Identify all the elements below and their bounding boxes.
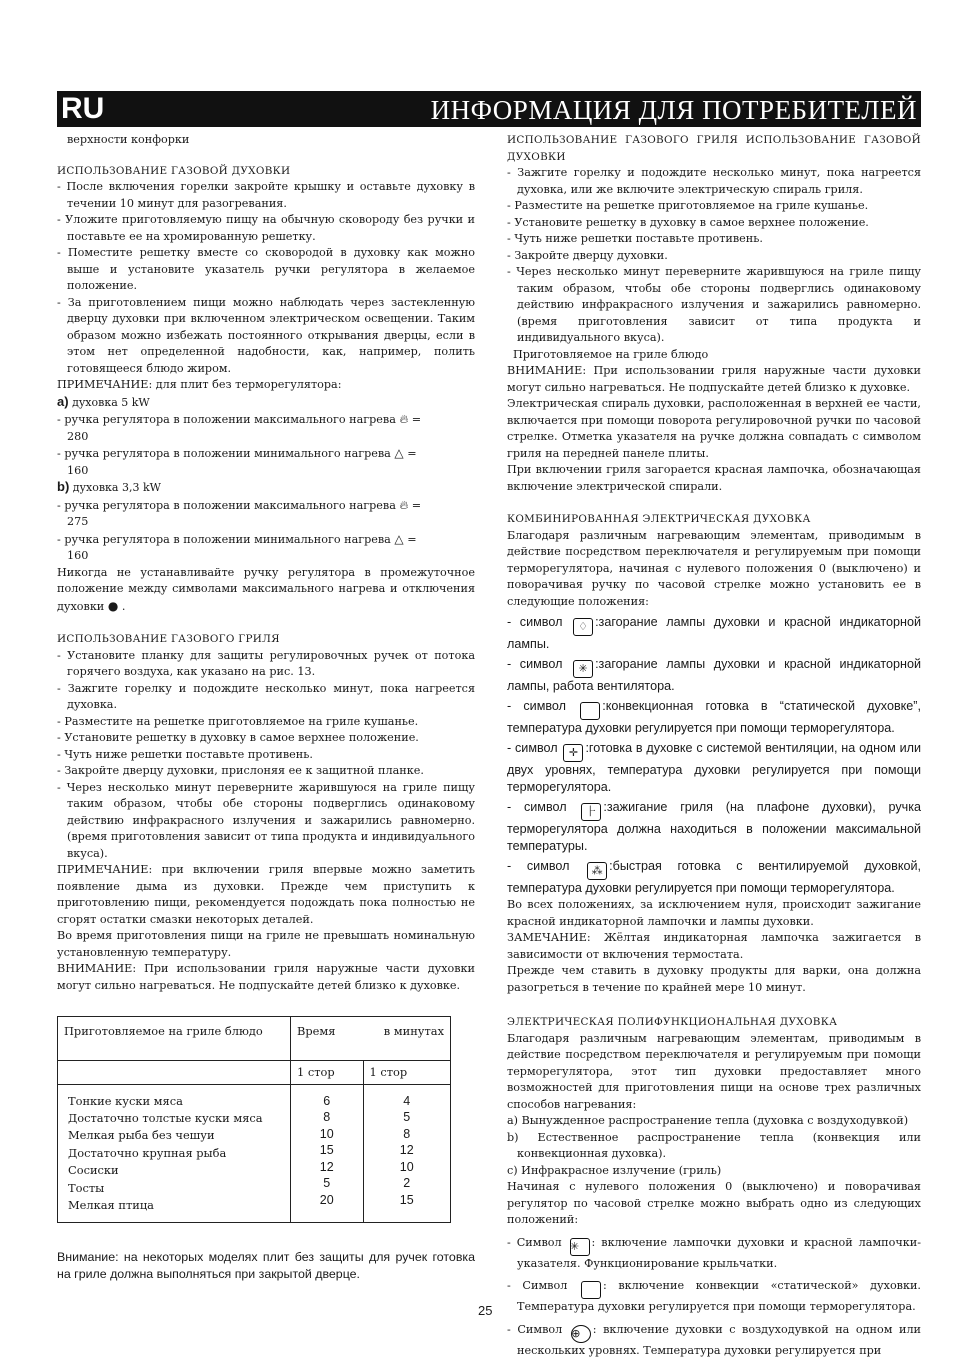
- table-header-time: Время: [291, 1017, 364, 1061]
- temp-value: 275: [67, 515, 88, 528]
- table-subheader: 1 стор: [291, 1061, 364, 1085]
- oven-b-text: духовка 3,3 kW: [73, 481, 161, 494]
- list-item: - Установите планку для защиты регулировочных ручек от потока горячего воздуха, как указано на рис. 13.: [57, 648, 475, 681]
- fan-lamp-icon: ✳: [573, 660, 593, 678]
- list-item: - Зажгите горелку и подождите несколько минут, пока нагреется духовка.: [57, 681, 475, 714]
- list-item: a) Вынужденное распространение тепла (духовка с воздуходувкой): [507, 1113, 921, 1130]
- table-row: Сосиски: [68, 1162, 280, 1179]
- off-dot-icon: ●: [108, 599, 118, 613]
- gas-grill-heading: ИСПОЛЬЗОВАНИЕ ГАЗОВОГО ГРИЛЯ: [57, 631, 475, 648]
- combi-item: - символ ✛ :готовка в духовке с системой вентиляции, на одном или двух уровнях, температура духовки регулируется при помощи терморегулятора.: [507, 740, 921, 796]
- list-item: - Закройте дверцу духовки, прислоняя ее к защитной планке.: [57, 763, 475, 780]
- note-heading: ПРИМЕЧАНИЕ: для плит без терморегулятора:: [57, 377, 475, 394]
- list-item: - ручка регулятора в положении максимального нагрева 🔥︎ = 275: [57, 497, 475, 531]
- static-oven-icon: [580, 702, 600, 720]
- combi-intro: Благодаря различным нагревающим элементам, приводимым в действие посредством переключателя и регулируемым при помощи терморегулятора, начиная с нулевого положения 0 (выключено) и поворачивая ручку по часовой стрелке можно установить ее в следующие положения:: [507, 528, 921, 611]
- multi-intro: Благодаря различным нагревающим элементам, приводимым в действие посредством переключателя и регулируемым при помощи терморегулятора, этот тип духовки предоставляет много возможностей для приготовления пищи на основе трех различных способов нагревания:: [507, 1031, 921, 1114]
- table-row: Мелкая рыба без чешуи: [68, 1127, 280, 1144]
- left-column: [57, 132, 475, 1282]
- multi-item: - Символ : включение конвекции «статической» духовки. Температура духовки регулируется при помощи терморегулятора.: [507, 1278, 921, 1316]
- list-item: - Зажгите горелку и подождите несколько минут, пока нагреется духовка, или же включите электрическую спираль гриля.: [507, 165, 921, 198]
- table-cell-empty: [58, 1061, 291, 1085]
- grill-warning: Внимание: на некоторых моделях плит без защиты для ручек готовка на гриле должна выполняться при закрытой дверце.: [57, 1249, 475, 1282]
- never-text: Никогда не устанавливайте ручку регулятора в промежуточное положение между символами максимального нагрева и отключения духовки ● .: [57, 565, 475, 616]
- combi-item: - символ ♢ :загорание лампы духовки и красной индикаторной лампы.: [507, 614, 921, 653]
- multi-item: - Символ ⊕ : включение духовки с воздуходувкой на одном или нескольких уровнях. Температура духовки регулируется при: [507, 1322, 921, 1359]
- grill-time-table: [57, 1016, 451, 1223]
- list-item: - Установите решетку в духовку в самое верхнее положение.: [57, 730, 475, 747]
- list-item: - Чуть ниже решетки поставьте противень.: [57, 747, 475, 764]
- flame-min-icon: △: [394, 446, 403, 460]
- list-item: - ручка регулятора в положении максимального нагрева 🔥︎ = 280: [57, 411, 475, 445]
- list-item: - Установите решетку в духовку в самое верхнее положение.: [507, 215, 921, 232]
- attention-text: ВНИМАНИЕ: При использовании гриля наружные части духовки могут сильно нагреваться. Не подпускайте детей близко к духовке.: [507, 363, 921, 396]
- list-item: - Закройте дверцу духовки.: [507, 248, 921, 265]
- fan-lamp-icon: ✳: [570, 1238, 590, 1256]
- table-row: Достаточно толстые куски мяса: [68, 1110, 280, 1127]
- oven-lamp-icon: ♢: [573, 618, 593, 636]
- all-positions-text: Во всех положениях, за исключением нуля, происходит зажигание красной индикаторной лампочки и лампы духовки.: [507, 897, 921, 930]
- table-foods-cell: [58, 1084, 291, 1223]
- table-time2-cell: 4 5 8 12 10 2 15: [363, 1084, 451, 1223]
- table-row: Тосты: [68, 1180, 280, 1197]
- flame-min-icon: △: [394, 532, 403, 546]
- spiral-text: Электрическая спираль духовки, расположенная в верхней ее части, включается при помощи поворота регулировочной ручки по часовой стрелке. Отметка указателя на ручке должна совпадать с символом гриля на передней панеле плиты.: [507, 396, 921, 462]
- oven-a-line: [57, 394, 475, 412]
- combi-item: - символ :конвекционная готовка в “статической духовке”, температура духовки регулируется при помощи терморегулятора.: [507, 698, 921, 737]
- page-header: [57, 91, 921, 127]
- combi-item: - символ ⁂ :быстрая готовка с вентилируемой духовкой, температура духовки регулируется при помощи терморегулятора.: [507, 858, 921, 897]
- list-item: c) Инфракрасное излучение (гриль): [507, 1163, 921, 1180]
- combi-item: - символ ⺊ :зажигание гриля (на плафоне духовки), ручка терморегулятора должна находиться в положении максимальной температуры.: [507, 799, 921, 855]
- intro-text: верхности конфорки: [57, 132, 475, 149]
- table-header-minutes: в минутах: [363, 1017, 451, 1061]
- list-item: - После включения горелки закройте крышку и оставьте духовку в течении 10 минут для разогревания.: [57, 179, 475, 212]
- temp-value: 160: [67, 464, 88, 477]
- oven-a-label: a): [57, 394, 69, 409]
- remark-text: ЗАМЕЧАНИЕ: Жёлтая индикаторная лампочка зажигается в зависимости от включения термостата.: [507, 930, 921, 963]
- page-title: ИНФОРМАЦИЯ ДЛЯ ПОТРЕБИТЕЛЕЙ: [431, 93, 917, 127]
- oven-b-label: b): [57, 479, 69, 494]
- list-item: - Через несколько минут переверните жарившуюся на гриле пищу таким образом, чтобы обе стороны подверглись одинаковому действию инфракрасного излучения и зажарились равномерно. (время приготовления зависит от типа продукта и индивидуального вкуса).: [507, 264, 921, 347]
- list-item: b) Естественное распространение тепла (конвекция или конвекционная духовка).: [507, 1130, 921, 1163]
- grill-heading: ИСПОЛЬЗОВАНИЕ ГАЗОВОГО ГРИЛЯ ИСПОЛЬЗОВАНИЕ ГАЗОВОЙ ДУХОВКИ: [507, 132, 921, 165]
- fan-grill-icon: ⁂: [587, 862, 607, 880]
- dish-line: Приготовляемое на гриле блюдо: [507, 347, 921, 364]
- table-subheader: 1 стор: [363, 1061, 451, 1085]
- list-item: - Уложите приготовляемую пищу на обычную сковороду без ручки и поставьте ее на хромированную решетку.: [57, 212, 475, 245]
- fan-circle-icon: ⊕: [571, 1325, 591, 1343]
- attention-text: ВНИМАНИЕ: При использовании гриля наружные части духовки могут сильно нагреваться. Не подпускайте детей близко к духовке.: [57, 961, 475, 994]
- list-item: - Разместите на решетке приготовляемое на гриле кушанье.: [507, 198, 921, 215]
- table-row: Достаточно крупная рыба: [68, 1145, 280, 1162]
- multi-heading: ЭЛЕКТРИЧЕСКАЯ ПОЛИФУНКЦИОНАЛЬНАЯ ДУХОВКА: [507, 1014, 921, 1031]
- list-item: - Чуть ниже решетки поставьте противень.: [507, 231, 921, 248]
- list-item: - За приготовлением пищи можно наблюдать через застекленную дверцу духовки при включенном электрическом освещении. Таким образом можно избежать постоянного открывания дверцы, если в этом нет определенной надобности, как, например, полить готовящееся блюдо жиром.: [57, 295, 475, 378]
- table-time1-cell: 6 8 10 15 12 5 20: [291, 1084, 364, 1223]
- fan-oven-icon: ✛: [563, 744, 583, 762]
- gas-oven-heading: ИСПОЛЬЗОВАНИЕ ГАЗОВОЙ ДУХОВКИ: [57, 163, 475, 180]
- list-item: - Через несколько минут переверните жарившуюся на гриле пищу таким образом, чтобы обе стороны подверглись одинаковому действию инфракрасного излучения и зажарились равномерно. (время приготовления зависит от типа продукта и индивидуального вкуса).: [57, 780, 475, 863]
- flame-max-icon: 🔥︎: [399, 412, 408, 426]
- language-label: RU: [61, 92, 104, 126]
- combi-item: - символ ✳ :загорание лампы духовки и красной индикаторной лампы, работа вентилятора.: [507, 656, 921, 695]
- lamp-text: При включении гриля загорается красная лампочка, обозначающая включение электрической спирали.: [507, 462, 921, 495]
- oven-a-text: духовка 5 kW: [72, 396, 150, 409]
- grill-icon: ⺊: [581, 803, 601, 821]
- combi-heading: КОМБИНИРОВАННАЯ ЭЛЕКТРИЧЕСКАЯ ДУХОВКА: [507, 511, 921, 528]
- right-column: [507, 132, 921, 1359]
- list-item: - Разместите на решетке приготовляемое на гриле кушанье.: [57, 714, 475, 731]
- table-header-dish: Приготовляемое на гриле блюдо: [58, 1017, 291, 1061]
- page-number: 25: [478, 1303, 492, 1320]
- note-text: Во время приготовления пищи на гриле не превышать номинальную установленную температуру.: [57, 928, 475, 961]
- multi-start: Начиная с нулевого положения 0 (выключено) и поворачивая регулятор по часовой стрелке можно выбрать одно из следующих положений:: [507, 1179, 921, 1229]
- temp-value: 160: [67, 549, 88, 562]
- table-row: Мелкая птица: [68, 1197, 280, 1214]
- before-text: Прежде чем ставить в духовку продукты для варки, она должна разогреться в течение по крайней мере 10 минут.: [507, 963, 921, 996]
- multi-item: - Символ ✳ : включение лампочки духовки и красной лампочки-указателя. Функционирование крыльчатки.: [507, 1235, 921, 1273]
- table-row: Тонкие куски мяса: [68, 1093, 280, 1110]
- flame-max-icon: 🔥︎: [399, 498, 408, 512]
- static-oven-icon: [581, 1281, 601, 1299]
- list-item: - Поместите решетку вместе со сковородой в духовку как можно выше и установите указатель ручки регулятора в желаемое положение.: [57, 245, 475, 295]
- temp-value: 280: [67, 430, 88, 443]
- oven-b-line: [57, 479, 475, 497]
- note-text: ПРИМЕЧАНИЕ: при включении гриля впервые можно заметить появление дыма из духовки. Прежде чем приступить к приготовлению пищи, рекомендуется подождать пока полностью не сгорят остатки смазки некоторых деталей.: [57, 862, 475, 928]
- list-item: - ручка регулятора в положении минимального нагрева △ = 160: [57, 445, 475, 479]
- list-item: - ручка регулятора в положении минимального нагрева △ = 160: [57, 531, 475, 565]
